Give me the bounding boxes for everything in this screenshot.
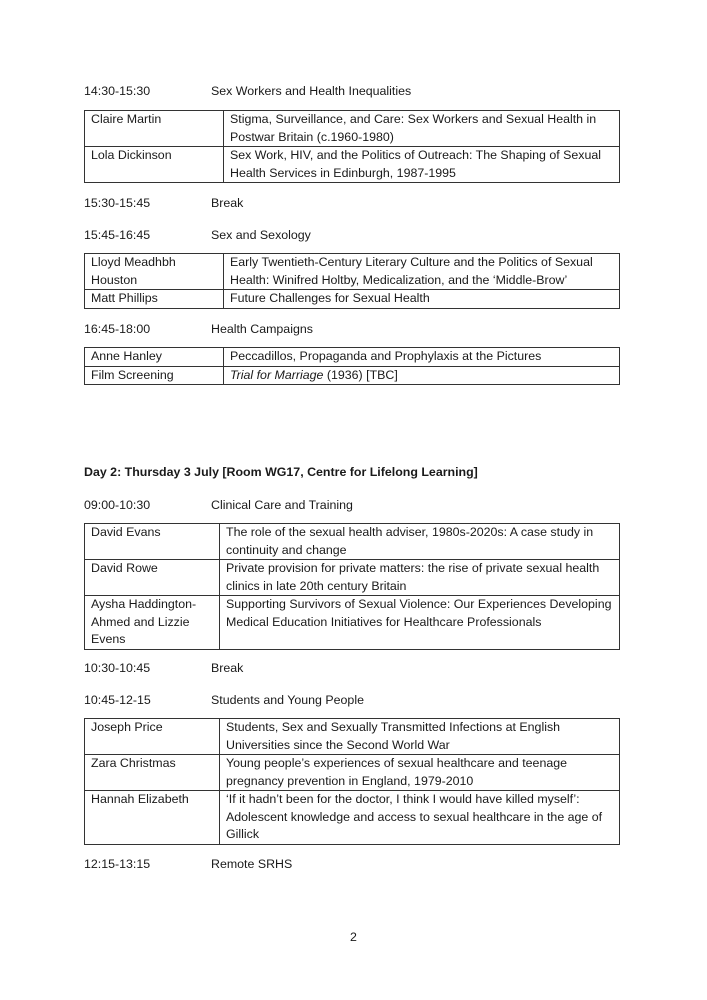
- session-title: Students and Young People: [211, 693, 364, 707]
- film-suffix: (1936) [TBC]: [323, 367, 398, 382]
- table-row: [85, 791, 620, 845]
- speaker-cell: Anne Hanley: [85, 348, 224, 367]
- session-title: Remote SRHS: [211, 857, 293, 871]
- session-table: [84, 110, 620, 183]
- session-time: 15:30-15:45: [84, 196, 151, 210]
- session-time: 16:45-18:00: [84, 322, 151, 336]
- session-time: 12:15-13:15: [84, 857, 151, 871]
- speaker-cell: Aysha Haddington-Ahmed and Lizzie Evens: [85, 596, 220, 650]
- speaker-cell: Lola Dickinson: [85, 147, 224, 183]
- session-time: 15:45-16:45: [84, 228, 151, 242]
- talk-title-cell: Private provision for private matters: the rise of private sexual health clinics in late 20th century Britain: [220, 560, 620, 596]
- table-row: [85, 290, 620, 309]
- session-time: 09:00-10:30: [84, 498, 151, 512]
- table-row: [85, 111, 620, 147]
- talk-title-cell: Peccadillos, Propaganda and Prophylaxis at the Pictures: [224, 348, 620, 367]
- table-row: [85, 560, 620, 596]
- day-heading: Day 2: Thursday 3 July [Room WG17, Centre for Lifelong Learning]: [84, 465, 478, 479]
- speaker-cell: Claire Martin: [85, 111, 224, 147]
- speaker-cell: Joseph Price: [85, 719, 220, 755]
- session-title: Break: [211, 196, 244, 210]
- session-title: Sex Workers and Health Inequalities: [211, 84, 412, 98]
- talk-title-cell: [224, 366, 620, 385]
- page-number: 2: [350, 930, 357, 944]
- session-table: [84, 523, 620, 650]
- session-table: [84, 718, 620, 845]
- table-row: [85, 524, 620, 560]
- talk-title-cell: Students, Sex and Sexually Transmitted Infections at English Universities since the Second World War: [220, 719, 620, 755]
- speaker-cell: Matt Phillips: [85, 290, 224, 309]
- speaker-cell: Lloyd Meadhbh Houston: [85, 254, 224, 290]
- session-time: 10:45-12-15: [84, 693, 151, 707]
- session-time: 14:30-15:30: [84, 84, 151, 98]
- talk-title-cell: Young people’s experiences of sexual healthcare and teenage pregnancy prevention in England, 1979-2010: [220, 755, 620, 791]
- film-title: Trial for Marriage: [230, 367, 324, 382]
- table-row: [85, 719, 620, 755]
- talk-title-cell: Future Challenges for Sexual Health: [224, 290, 620, 309]
- session-title: Sex and Sexology: [211, 228, 311, 242]
- speaker-cell: David Rowe: [85, 560, 220, 596]
- talk-title-cell: Stigma, Surveillance, and Care: Sex Workers and Sexual Health in Postwar Britain (c.1960-1980): [224, 111, 620, 147]
- table-row: [85, 348, 620, 367]
- talk-title-cell: ‘If it hadn’t been for the doctor, I think I would have killed myself’: Adolescent knowledge and access to sexual healthcare in the age of Gillick: [220, 791, 620, 845]
- table-row: [85, 254, 620, 290]
- table-row: [85, 596, 620, 650]
- speaker-cell: Hannah Elizabeth: [85, 791, 220, 845]
- table-row: [85, 366, 620, 385]
- talk-title-cell: The role of the sexual health adviser, 1980s-2020s: A case study in continuity and change: [220, 524, 620, 560]
- talk-title-cell: Early Twentieth-Century Literary Culture and the Politics of Sexual Health: Winifred Holtby, Medicalization, and the ‘Middle-Brow’: [224, 254, 620, 290]
- session-title: Break: [211, 661, 244, 675]
- session-title: Health Campaigns: [211, 322, 313, 336]
- speaker-cell: Zara Christmas: [85, 755, 220, 791]
- table-row: [85, 147, 620, 183]
- table-row: [85, 755, 620, 791]
- session-table: [84, 347, 620, 385]
- talk-title-cell: Supporting Survivors of Sexual Violence: Our Experiences Developing Medical Education Initiatives for Healthcare Professionals: [220, 596, 620, 650]
- talk-title-cell: Sex Work, HIV, and the Politics of Outreach: The Shaping of Sexual Health Services in Edinburgh, 1987-1995: [224, 147, 620, 183]
- speaker-cell: David Evans: [85, 524, 220, 560]
- speaker-cell: Film Screening: [85, 366, 224, 385]
- session-time: 10:30-10:45: [84, 661, 151, 675]
- session-title: Clinical Care and Training: [211, 498, 353, 512]
- session-table: [84, 253, 620, 309]
